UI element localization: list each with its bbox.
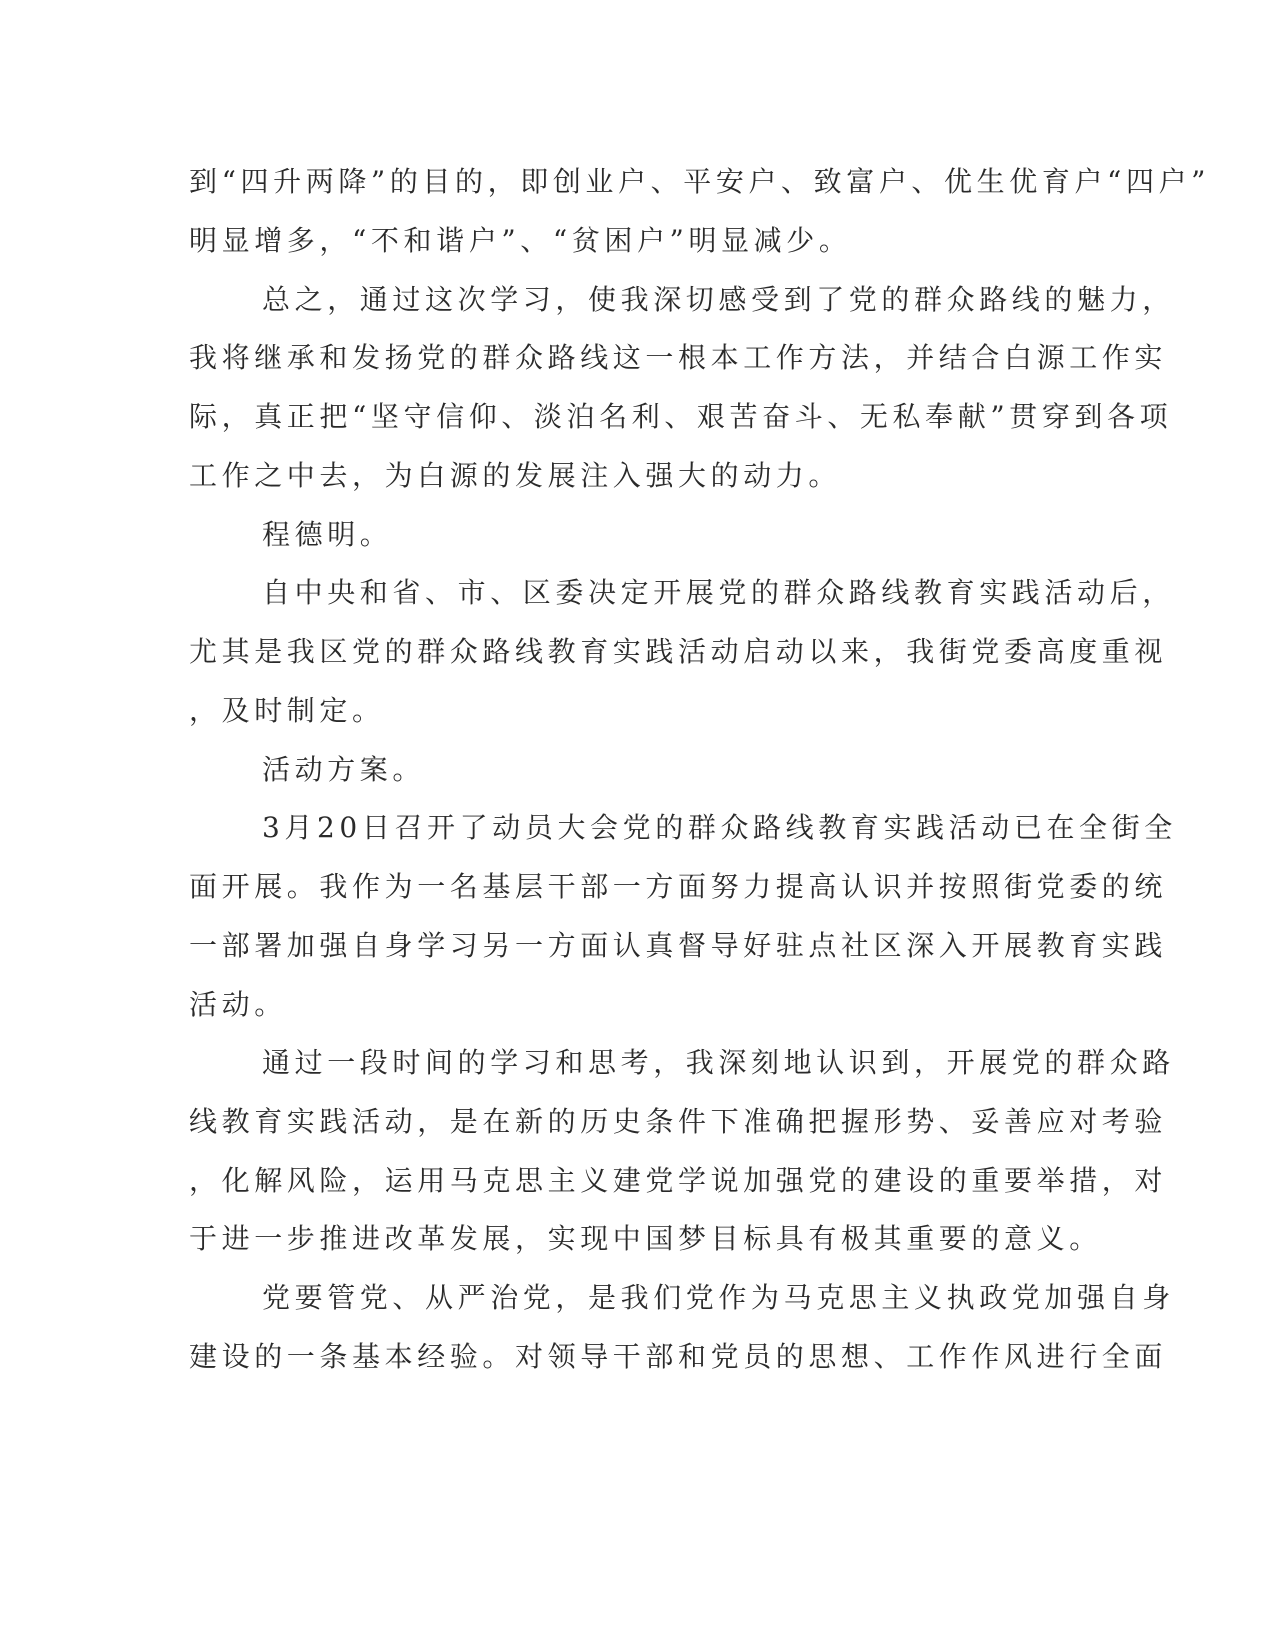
paragraph-first-line: 3月20日召开了动员大会党的群众路线教育实践活动已在全街全 (262, 811, 1177, 844)
paragraph-first-line: 活动方案。 (262, 753, 426, 786)
body-text-line: 际，真正把“坚守信仰、淡泊名利、艰苦奋斗、无私奉献”贯穿到各项 (189, 400, 1173, 433)
body-text-line: 面开展。我作为一名基层干部一方面努力提高认识并按照街党委的统 (189, 870, 1168, 903)
body-text-line: 我将继承和发扬党的群众路线这一根本工作方法，并结合白源工作实 (189, 341, 1168, 374)
body-text-line: 线教育实践活动，是在新的历史条件下准确把握形势、妥善应对考验 (189, 1105, 1168, 1138)
paragraph-first-line: 总之，通过这次学习，使我深切感受到了党的群众路线的魅力， (262, 283, 1175, 316)
body-text-line: 于进一步推进改革发展，实现中国梦目标具有极其重要的意义。 (189, 1222, 1102, 1255)
author-name: 程德明。 (262, 518, 393, 551)
body-text-line: 到“四升两降”的目的，即创业户、平安户、致富户、优生优育户“四户” (189, 165, 1211, 198)
body-text-line: 建设的一条基本经验。对领导干部和党员的思想、工作作风进行全面 (189, 1340, 1168, 1373)
body-text-line: 工作之中去，为白源的发展注入强大的动力。 (189, 459, 842, 492)
body-text-line: 活动。 (189, 988, 287, 1021)
body-text-line: 尤其是我区党的群众路线教育实践活动启动以来，我街党委高度重视 (189, 635, 1168, 668)
paragraph-first-line: 党要管党、从严治党，是我们党作为马克思主义执政党加强自身 (262, 1281, 1175, 1314)
body-text-line: 一部署加强自身学习另一方面认真督导好驻点社区深入开展教育实践 (189, 929, 1168, 962)
body-text-line: ，化解风险，运用马克思主义建党学说加强党的建设的重要举措，对 (189, 1164, 1168, 1197)
body-text-line: ，及时制定。 (189, 694, 385, 727)
paragraph-first-line: 通过一段时间的学习和思考，我深刻地认识到，开展党的群众路 (262, 1046, 1175, 1079)
body-text-line: 明显增多，“不和谐户”、“贫困户”明显减少。 (189, 224, 852, 257)
paragraph-first-line: 自中央和省、市、区委决定开展党的群众路线教育实践活动后， (262, 576, 1175, 609)
